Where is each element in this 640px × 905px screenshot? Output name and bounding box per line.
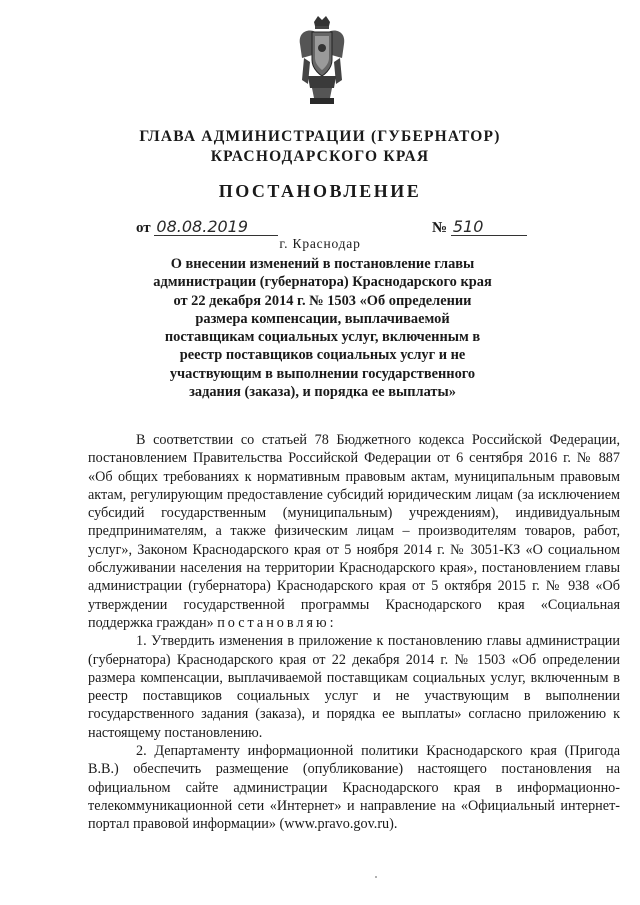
date-value: 08.08.2019 <box>154 219 278 236</box>
document-number <box>432 219 527 237</box>
preamble-paragraph <box>88 431 620 632</box>
city: г. Краснодар <box>279 236 361 251</box>
document-type: ПОСТАНОВЛЕНИЕ <box>218 181 422 201</box>
number-prefix: № <box>432 220 448 236</box>
header-title-line2: КРАСНОДАРСКОГО КРАЯ <box>210 148 430 165</box>
document-subject: О внесении изменений в постановление главы администрации (губернатора) Краснодарского края от 22 декабря 2014 г. № 1503 «Об определении размера компенсации, выплачиваемой поставщикам социальных услуг, включенным в реестр поставщиков социальных услуг и не участвующим в выполнении государственного задания (заказа), и порядка ее выплаты» <box>153 256 492 401</box>
date-prefix: от <box>136 220 151 236</box>
coat-of-arms-emblem <box>296 14 348 110</box>
decree-word: постановляю: <box>217 614 337 631</box>
page-mark <box>375 876 377 878</box>
item-1-paragraph: 1. Утвердить изменения в приложение к постановлению главы администрации (губернатора) Краснодарского края от 22 декабря 2014 г. № 1503 «Об определении размера компенсации, выплачиваемой поставщикам социальных услуг, включенным в реестр поставщиков социальных услуг и не участвующим в выполнении государственного задания (заказа), и порядка ее выплаты» согласно приложению к настоящему постановлению. <box>88 633 620 741</box>
number-value: 510 <box>451 219 527 236</box>
header-title-line1: ГЛАВА АДМИНИСТРАЦИИ (ГУБЕРНАТОР) <box>139 128 501 145</box>
document-body <box>88 431 620 834</box>
preamble-text: В соответствии со статьей 78 Бюджетного кодекса Российской Федерации, постановлением Правительства Российской Федерации от 6 сентября 2016 г. № 887 «Об общих требованиях к нормативным правовым актам, муниципальным правовым актам, регулирующим предоставление субсидий юридическим лицам (за исключением субсидий государственным (муниципальным) учреждениям), индивидуальным предпринимателям, а также физическим лицам – производителям товаров, работ, услуг», Законом Краснодарского края от 5 ноября 2014 г. № 3051-КЗ «О социальном обслуживании населения на территории Краснодарского края», постановлением главы администрации (губернатора) Краснодарского края от 5 октября 2015 г. № 938 «Об утверждении государственной программы Краснодарского края «Социальная поддержка граждан» <box>88 432 620 631</box>
item-2-paragraph: 2. Департаменту информационной политики Краснодарского края (Пригода В.В.) обеспечить размещение (опубликование) настоящего постановления на официальном сайте администрации Краснодарского края в информационно-телекоммуникационной сети «Интернет» и направление на «Официальный интернет-портал правовой информации» (www.pravo.gov.ru). <box>88 743 620 833</box>
document-date <box>136 219 278 237</box>
